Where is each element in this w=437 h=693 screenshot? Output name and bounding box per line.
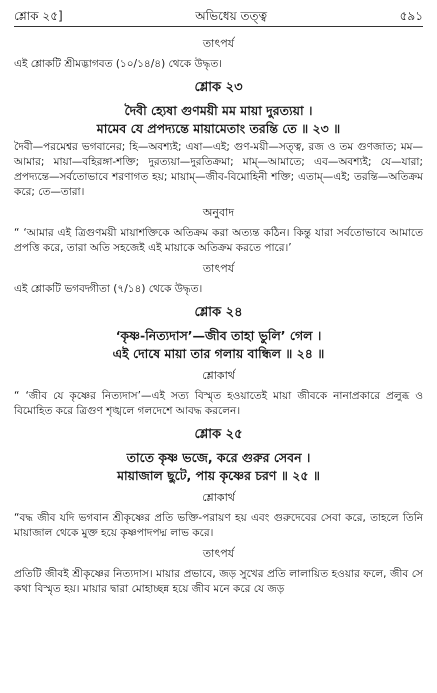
verse-25-line-1: তাতে কৃষ্ণ ভজে, করে গুরুর সেবন । xyxy=(126,450,311,465)
verse-25-meaning: “বদ্ধ জীব যদি ভগবান শ্রীকৃষ্ণের প্রতি ভক্তি-পরায়ণ হয় এবং গুরুদেবের সেবা করে, তাহলে তিনি মায়াজাল থেকে মুক্ত হয়ে কৃষ্ণপাদপদ্ম লাভ করে। xyxy=(14,512,423,539)
running-header xyxy=(14,8,423,27)
header-page-number: ৫৯১ xyxy=(399,9,423,23)
header-chapter-title: অভিধেয় তত্ত্ব xyxy=(195,9,268,23)
verse-23-purport-heading: তাৎপর্য xyxy=(202,262,235,275)
verse-23-word-meanings: দৈবী—পরমেশ্বর ভগবানের; হি—অবশ্যই; এষা—এই; গুণ-ময়ী—সত্ত্ব, রজ ও তম গুণজাত; মম—আমার; মায়া—বহিরঙ্গা-শক্তি; দুরত্যয়া—দুরতিক্রমা; মাম্—আমাতে; এব—অবশ্যই; যে—যারা; প্রপদ্যন্তে—সর্বতোভাবে শরণাগত হয়; মায়াম্—জীব-বিমোহিনী শক্তি; এতাম্—এই; তরন্তি—অতিক্রম করে; তে—তারা। xyxy=(14,141,423,198)
verse-24-meaning: “ ‘জীব যে কৃষ্ণের নিত্যদাস’—এই সত্য বিস্মৃত হওয়াতেই মায়া জীবকে নানাপ্রকারে প্রলুব্ধ ও বিমোহিত করে ত্রিগুণ শৃঙ্খলে গলদেশে আবদ্ধ করলেন। xyxy=(14,390,423,417)
header-verse-ref: শ্লোক ২৫] xyxy=(14,9,63,23)
purport-heading: তাৎপর্য xyxy=(202,37,235,50)
verse-25-purport-heading: তাৎপর্য xyxy=(202,547,235,560)
verse-23-purport: এই শ্লোকটি ভগবদ্গীতা (৭/১৪) থেকে উদ্ধৃত। xyxy=(14,283,203,295)
verse-25-title: শ্লোক ২৫ xyxy=(194,427,243,442)
verse-24-line-1: ‘কৃষ্ণ-নিত্যদাস’—জীব তাহা ভুলি’ গেল । xyxy=(115,328,322,343)
verse-24-line-2: এই দোষে মায়া তার গলায় বান্ধিল ॥ ২৪ ॥ xyxy=(112,346,325,361)
verse-23-title: শ্লোক ২৩ xyxy=(194,80,243,95)
verse-24-title: শ্লোক ২৪ xyxy=(194,305,243,320)
verse-25-line-2: মায়াজাল ছুটে, পায় কৃষ্ণের চরণ ॥ ২৫ ॥ xyxy=(117,468,320,483)
verse-25-meaning-heading: শ্লোকার্থ xyxy=(202,491,235,504)
verse-24-meaning-heading: শ্লোকার্থ xyxy=(202,369,235,382)
purport-text: এই শ্লোকটি শ্রীমদ্ভাগবত (১০/১৪/৪) থেকে উদ্ধৃত। xyxy=(14,58,222,70)
verse-23-translation-heading: অনুবাদ xyxy=(202,206,235,219)
verse-23-line-1: দৈবী হ্যেষা গুণময়ী মম মায়া দুরত্যয়া । xyxy=(124,103,313,118)
verse-25-purport: প্রতিটি জীবই শ্রীকৃষ্ণের নিত্যদাস। মায়ার প্রভাবে, জড় সুখের প্রতি লালায়িত হওয়ার ফলে, জীব সে কথা বিস্মৃত হয়। মায়ার দ্বারা মোহাচ্ছন্ন হয়ে জীব মনে করে যে জড় xyxy=(14,568,423,595)
verse-23-translation: “ ‘আমার এই ত্রিগুণময়ী মায়াশক্তিকে অতিক্রম করা অত্যন্ত কঠিন। কিন্তু যারা সর্বতোভাবে আমাতে প্রপত্তি করে, তারা অতি সহজেই এই মায়াকে অতিক্রম করতে পারে।’ xyxy=(14,227,423,254)
verse-23-line-2: মামেব যে প্রপদ্যন্তে মায়ামেতাং তরন্তি তে ॥ ২৩ ॥ xyxy=(96,121,341,136)
